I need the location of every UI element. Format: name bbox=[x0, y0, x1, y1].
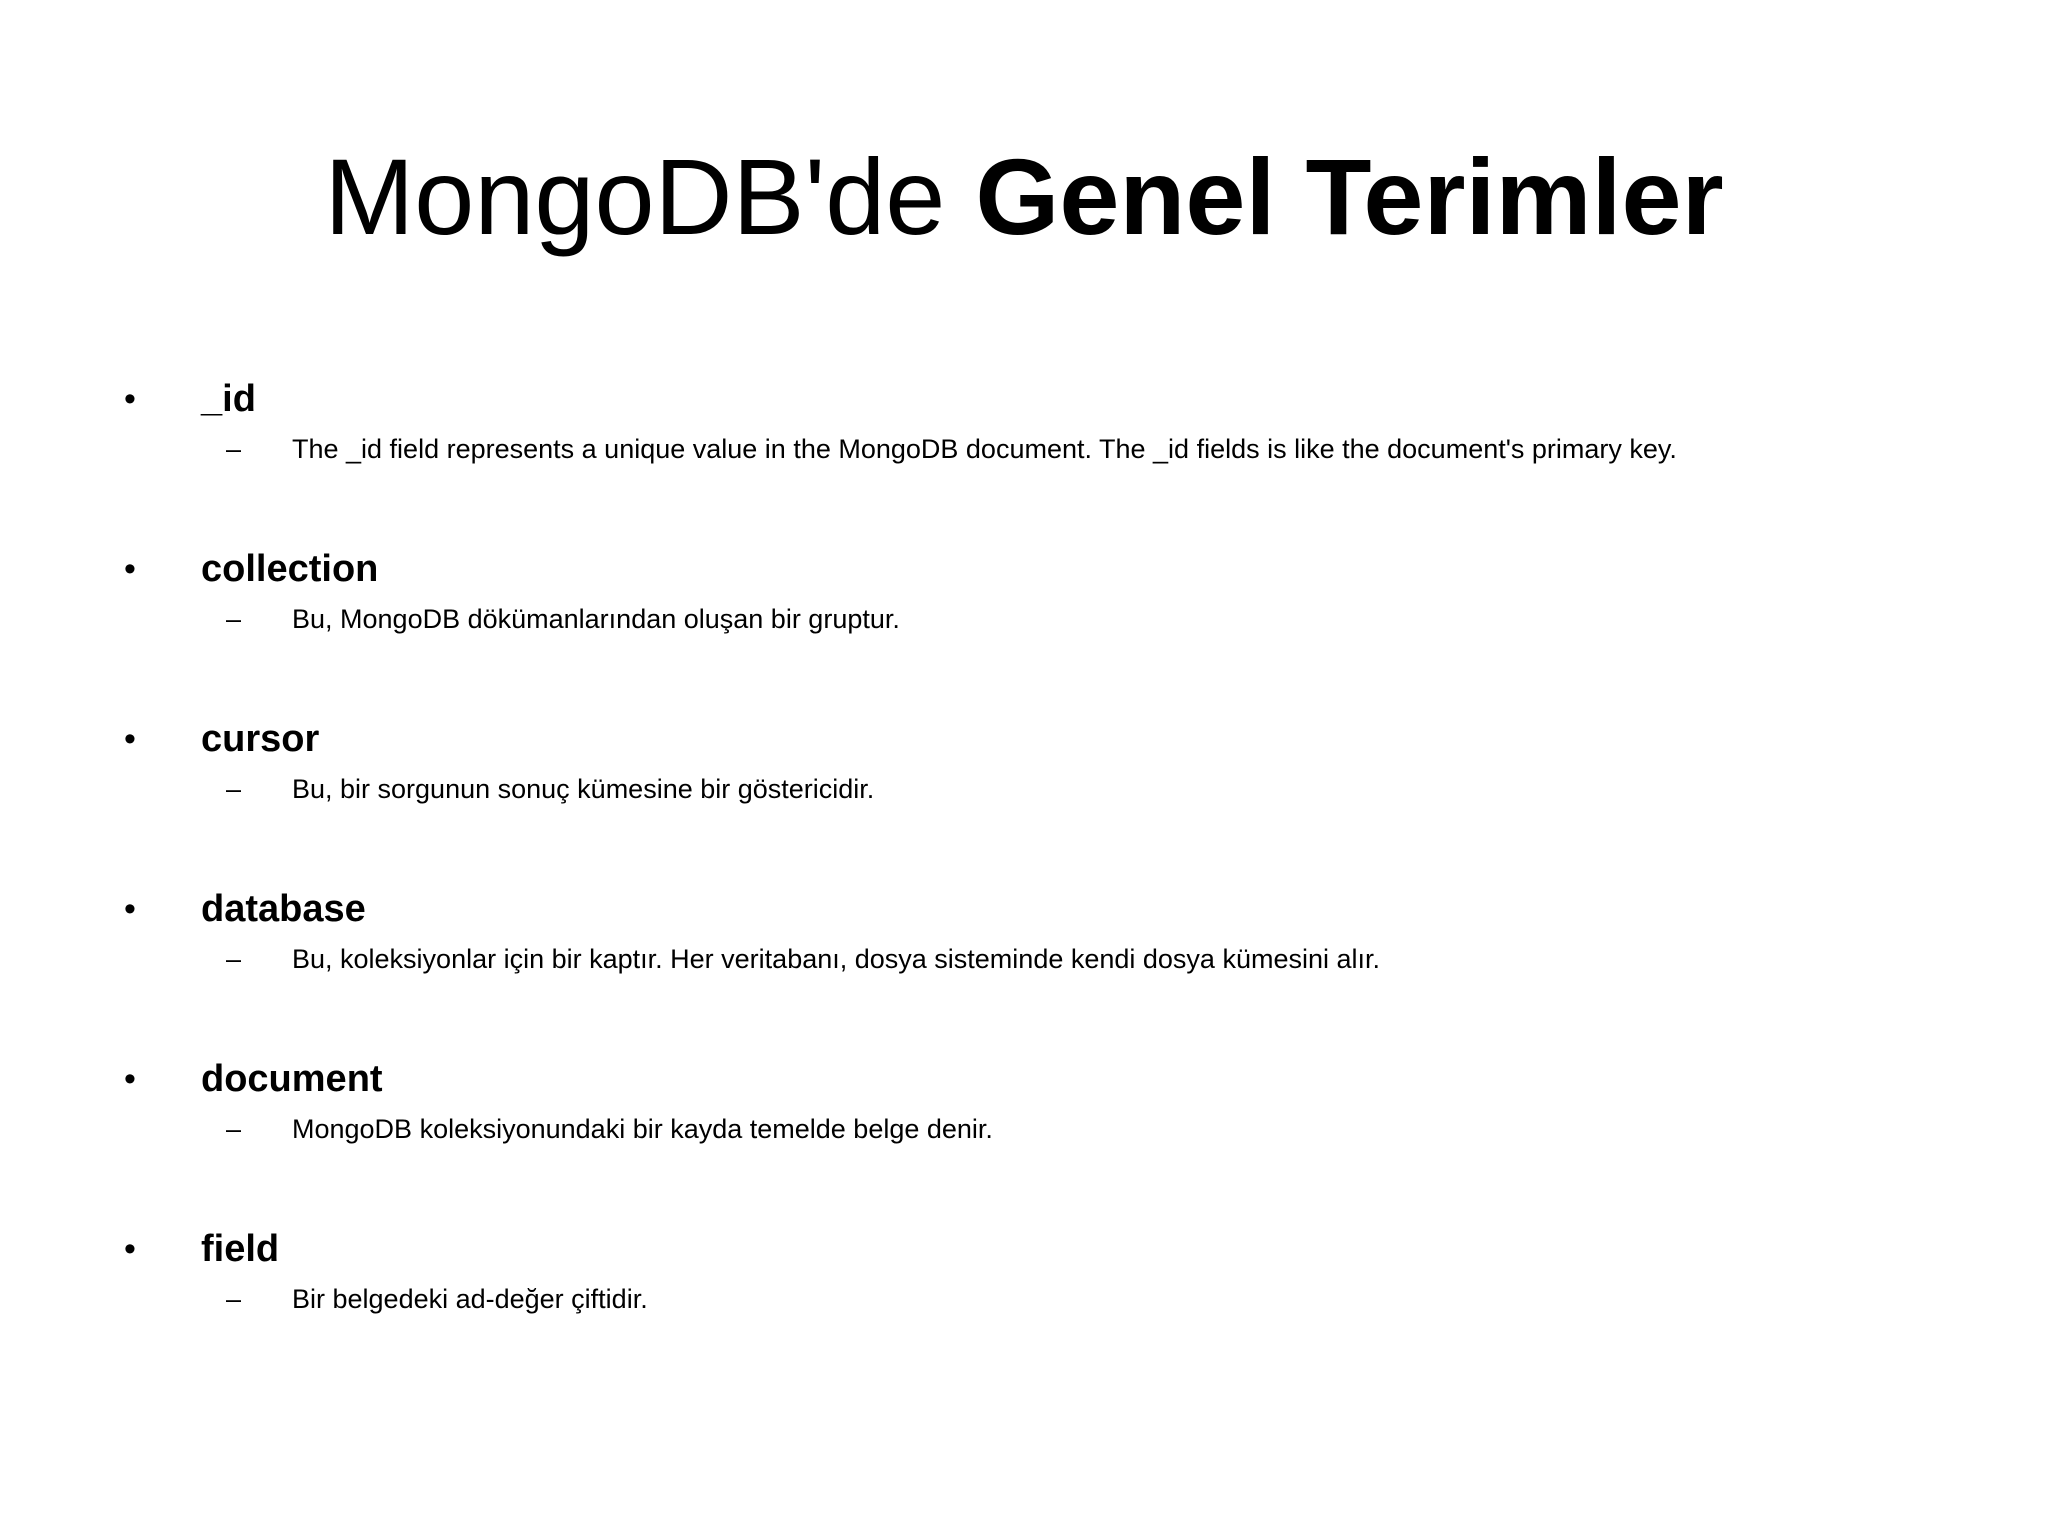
term-description: The _id field represents a unique value in the MongoDB document. The _id fields is like the document's primary key. bbox=[292, 434, 1677, 464]
slide-title bbox=[0, 132, 2048, 262]
dash-icon: – bbox=[226, 1114, 242, 1144]
term-description: Bu, MongoDB dökümanlarından oluşan bir gruptur. bbox=[292, 604, 900, 634]
dash-icon: – bbox=[226, 434, 242, 464]
term-label: document bbox=[201, 1058, 383, 1100]
term-description: Bu, koleksiyonlar için bir kaptır. Her veritabanı, dosya sisteminde kendi dosya kümesini alır. bbox=[292, 944, 1381, 974]
dash-icon: – bbox=[226, 1284, 242, 1314]
term-description: MongoDB koleksiyonundaki bir kayda temelde belge denir. bbox=[292, 1114, 993, 1144]
dash-icon: – bbox=[226, 774, 242, 804]
dash-icon: – bbox=[226, 944, 242, 974]
term-description: Bir belgedeki ad-değer çiftidir. bbox=[292, 1284, 648, 1314]
term-label: _id bbox=[201, 378, 256, 420]
term-label: database bbox=[201, 888, 366, 930]
bullet-icon: • bbox=[124, 1060, 136, 1098]
bullet-icon: • bbox=[124, 550, 136, 588]
bullet-icon: • bbox=[124, 720, 136, 758]
dash-icon: – bbox=[226, 604, 242, 634]
title-regular: MongoDB'de bbox=[324, 136, 976, 257]
term-label: field bbox=[201, 1228, 280, 1270]
term-label: cursor bbox=[201, 718, 320, 760]
term-description: Bu, bir sorgunun sonuç kümesine bir göstericidir. bbox=[292, 774, 875, 804]
term-label: collection bbox=[201, 548, 379, 590]
bullet-icon: • bbox=[124, 890, 136, 928]
title-bold: Genel Terimler bbox=[975, 136, 1724, 257]
bullet-icon: • bbox=[124, 1230, 136, 1268]
bullet-icon: • bbox=[124, 380, 136, 418]
